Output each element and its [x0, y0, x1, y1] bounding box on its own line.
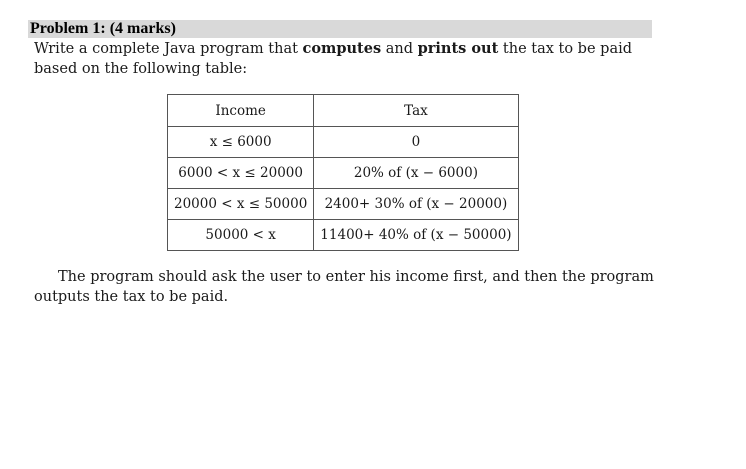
income-header: Income — [168, 95, 314, 127]
income-cell: 6000 < x ≤ 20000 — [168, 158, 314, 189]
tax-cell: 20% of (x − 6000) — [314, 158, 518, 189]
problem-title: Problem 1: (4 marks) — [30, 20, 176, 37]
intro-text-2: and — [381, 41, 418, 57]
intro-text-3: the tax to be paid based on the following table: — [34, 41, 633, 77]
table-row — [168, 220, 519, 251]
income-cell: 20000 < x ≤ 50000 — [168, 189, 314, 220]
tax-table — [167, 94, 519, 251]
intro-bold-prints-out: prints out — [417, 40, 499, 57]
table-header-row — [168, 95, 519, 127]
tax-cell: 0 — [314, 127, 518, 158]
table-row — [168, 127, 519, 158]
tax-header: Tax — [314, 95, 518, 127]
problem-description — [34, 39, 654, 79]
table-row — [168, 189, 519, 220]
income-cell: x ≤ 6000 — [168, 127, 314, 158]
intro-text-1: Write a complete Java program that — [34, 41, 303, 57]
tax-cell: 11400+ 40% of (x − 50000) — [314, 220, 518, 251]
income-cell: 50000 < x — [168, 220, 314, 251]
problem-instructions: The program should ask the user to enter his income first, and then the program outputs the tax to be paid. — [34, 269, 654, 305]
tax-cell: 2400+ 30% of (x − 20000) — [314, 189, 518, 220]
table-row — [168, 158, 519, 189]
intro-bold-computes: computes — [302, 40, 382, 57]
